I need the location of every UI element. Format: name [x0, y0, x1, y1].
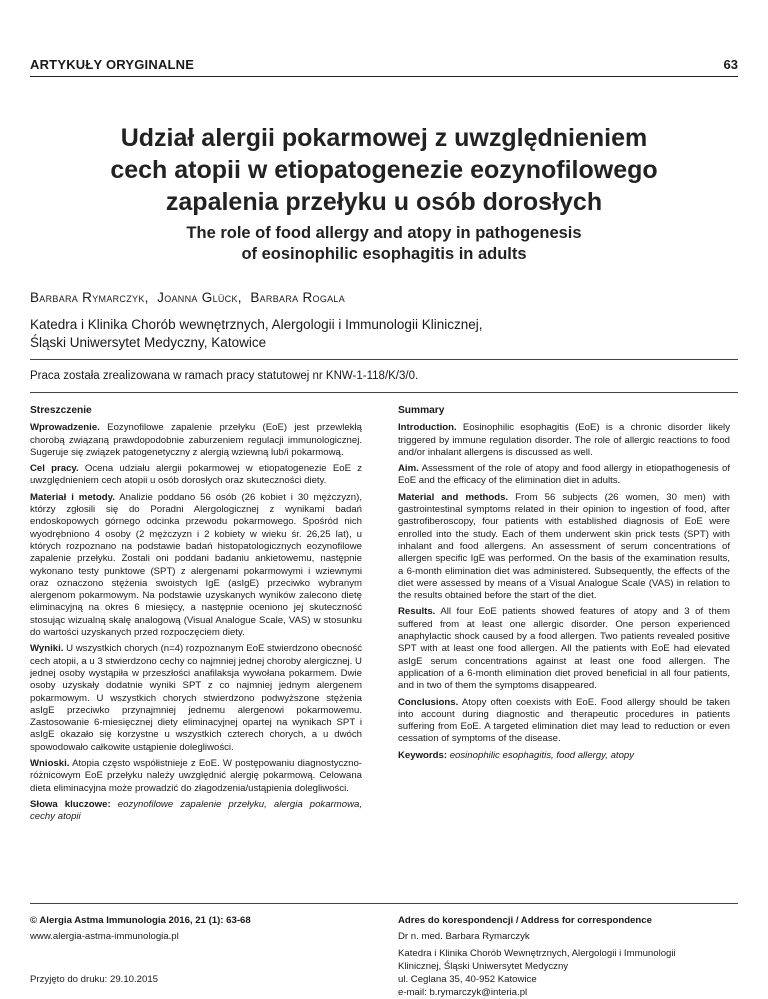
abstract-paragraph-results	[30, 643, 362, 754]
paragraph-text: All four EoE patients showed features of atopy and 3 of them suffered from at least one allergic disorder. One person experienced anaphylactic shock caused by a food allergen. Two patients revealed positive SPT with at least one food allergen. All the patients with EoE had elevated asIgE serum concentrations against at least one food allergen. The application of a 6-month elimination diet proved beneficial in all four patients, and in two of them the symptoms disappeared.	[398, 606, 730, 692]
title-english-line: The role of food allergy and atopy in pathogenesis	[186, 224, 582, 242]
email-line: e-mail: b.rymarczyk@interia.pl	[398, 987, 528, 998]
title-polish	[60, 122, 708, 218]
journal-info	[30, 914, 251, 986]
divider	[30, 903, 738, 904]
journal-url: www.alergia-astma-immunologia.pl	[30, 931, 179, 942]
paragraph-text: Atopy often coexists with EoE. Food allergy should be taken into account during diagnostic and therapeutic procedures in patients suffering from EoE. A targeted elimination diet may lead to reduction or even cessation of symptoms of the disease.	[398, 696, 730, 745]
abstract-heading: Summary	[398, 405, 445, 416]
author-name: Barbara Rogala	[250, 290, 346, 305]
paragraph-label: Materiał i metody.	[30, 491, 115, 503]
paragraph-text: Ocena udziału alergii pokarmowej w etiopatogenezie EoE z uwzględnieniem cech atopii u osób dorosłych oraz skuteczności diety.	[30, 463, 362, 487]
paragraph-label: Material and methods.	[398, 491, 509, 503]
author-name: Barbara Rymarczyk	[30, 290, 145, 305]
author-list	[30, 290, 345, 305]
address-line: Katedra i Klinika Chorób Wewnętrznych, Alergologii i Immunologii	[398, 948, 676, 959]
paragraph-text: Atopia często współistnieje z EoE. W postępowaniu diagnostyczno-różnicowym EoE przełyku należy uwzględnić alergię pokarmową. Celowana dieta eliminacyjna może prowadzić do złagodzenia/ustąpienia dolegliwości.	[30, 758, 362, 794]
paragraph-text: Eozynofilowe zapalenie przełyku (EoE) jest przewlekłą chorobą związaną prawdopodobnie zaburzeniem regulacji immunologicznej. Sugeruje się związek patogenetyczny z alergią wziewną lub/i pokarmową.	[30, 422, 362, 458]
accepted-date: Przyjęto do druku: 29.10.2015	[30, 974, 159, 985]
abstract-keywords	[30, 799, 362, 824]
abstract-english	[398, 405, 730, 766]
title-english-line: of eosinophilic esophagitis in adults	[241, 245, 527, 263]
paragraph-label: Cel pracy.	[30, 463, 79, 475]
correspondence-name: Dr n. med. Barbara Rymarczyk	[398, 931, 530, 942]
correspondence-address	[398, 914, 738, 999]
paragraph-label: Introduction.	[398, 422, 457, 434]
paragraph-label: Wprowadzenie.	[30, 422, 100, 434]
abstract-paragraph-intro	[398, 422, 730, 459]
paragraph-text: Eosinophilic esophagitis (EoE) is a chronic disorder likely triggered by immune regulation disorder. The role of allergic reactions to food and/or inhalant allergens is discussed as well.	[398, 422, 730, 458]
funding-note: Praca została zrealizowana w ramach pracy statutowej nr KNW-1-118/K/3/0.	[30, 370, 419, 382]
abstract-paragraph-methods	[398, 492, 730, 603]
keywords-text: eozynofilowe zapalenie przełyku, alergia pokarmowa, cechy atopii	[30, 798, 362, 823]
affiliation-line: Śląski Uniwersytet Medyczny, Katowice	[30, 335, 267, 350]
abstract-keywords	[398, 750, 730, 762]
paragraph-label: Conclusions.	[398, 696, 459, 708]
author-separator: ,	[144, 290, 149, 305]
keywords-text: eosinophilic esophagitis, food allergy, atopy	[447, 749, 635, 761]
address-line: ul. Ceglana 35, 40-952 Katowice	[398, 974, 537, 985]
affiliation-line: Katedra i Klinika Chorób wewnętrznych, Alergologii i Immunologii Klinicznej,	[30, 317, 483, 332]
author-name: Joanna Glück	[157, 290, 238, 305]
paragraph-text: Assessment of the role of atopy and food allergy in etiopathogenesis of EoE and the efficacy of the elimination diet in adults.	[398, 463, 730, 487]
abstract-paragraph-aim	[30, 463, 362, 488]
abstract-paragraph-conclusions	[398, 697, 730, 746]
abstract-paragraph-conclusions	[30, 758, 362, 795]
title-polish-line: cech atopii w etiopatogenezie eozynofilowego	[110, 156, 658, 184]
paragraph-text: U wszystkich chorych (n=4) rozpoznanym EoE stwierdzono obecność cech atopii, a u 3 stwierdzono cechy co najmniej jednej choroby alergicznej. U jednej osoby wystąpiła w przeszłości anafilaksja wywołana pokarmem. Dwie osoby uzyskały dodatnie wyniki SPT z co najmniej jednym alergenem pokarmowym. U wszystkich chorych stwierdzono podwyższone stężenia asIgE przeciwko przynajmniej jednemu alergenowi pokarmowemu. Zastosowanie 6-miesięcznej diety eliminacyjnej opartej na wynikach SPT i asIgE okazało się korzystne u wszystkich czterech chorych, a u dwóch spowodowało całkowite ustąpienie dolegliwości.	[30, 643, 362, 753]
paragraph-label: Wyniki.	[30, 643, 64, 655]
keywords-label: Słowa kluczowe:	[30, 798, 111, 810]
divider	[30, 392, 738, 393]
abstract-polish	[30, 405, 362, 828]
running-header	[30, 52, 738, 77]
page-number: 63	[723, 57, 738, 72]
keywords-label: Keywords:	[398, 749, 448, 761]
title-polish-line: Udział alergii pokarmowej z uwzględnieniem	[120, 124, 648, 152]
abstract-paragraph-methods	[30, 492, 362, 640]
paragraph-label: Wnioski.	[30, 758, 70, 770]
affiliation	[30, 316, 738, 352]
paragraph-text: Analizie poddano 56 osób (26 kobiet i 30 mężczyzn), którzy zgłosili się do Poradni Alergologicznej z wynikami badań endoskopowych górnego odcinka przewodu pokarmowego. Spośród nich wyodrębniono 4 osoby (2 mężczyzn i 2 kobiety w wieku śr. 26,25 lat), u których rozpoznano na podstawie badań histopatologicznych eozynofilowe zapalenie przełyku. Zostali oni poddani badaniu ankietowemu, następnie wykonano testy punktowe (SPT) z alergenami pokarmowymi i wziewnymi oraz oznaczono stężenia swoistych IgE (asIgE) przeciwko wybranym alergenom pokarmowym. Na podstawie uzyskanych wyników zalecono dietę eliminacyjną na okres 6 miesięcy, a następnie oceniono jej skuteczność stosując wizualną skalę analogową (Visual Analogue Scale, VAS) w stosunku do wartości uzyskanych przed rozpoczęciem diety.	[30, 491, 362, 639]
address-line: Klinicznej, Śląski Uniwersytet Medyczny	[398, 961, 569, 972]
abstract-paragraph-results	[398, 606, 730, 692]
abstract-heading: Streszczenie	[30, 405, 92, 416]
abstract-paragraph-aim	[398, 463, 730, 488]
paragraph-label: Aim.	[398, 463, 419, 475]
copyright-line: © Alergia Astma Immunologia 2016, 21 (1): 63-68	[30, 915, 251, 926]
abstract-paragraph-intro	[30, 422, 362, 459]
title-polish-line: zapalenia przełyku u osób dorosłych	[165, 188, 603, 216]
section-label: ARTYKUŁY ORYGINALNE	[30, 57, 195, 72]
title-english	[60, 223, 708, 265]
divider	[30, 359, 738, 360]
paragraph-label: Results.	[398, 606, 436, 618]
author-separator: ,	[237, 290, 242, 305]
correspondence-heading: Adres do korespondencji / Address for correspondence	[398, 915, 652, 926]
paragraph-text: From 56 subjects (26 women, 30 men) with gastrointestinal symptoms related in their opinion to ingestion of food, after gastrofiberoscopy, four patients with established diagnosis of EoE were enrolled into the study. Each of them underwent skin prick tests (SPT) with inhalant and food allergens. An assessment of serum concentrations of allergen specific IgE was performed. On the basis of the examination results, a 6-month elimination diet was administered. Subsequently, the effects of the diet were assessed by means of a Visual Analogue Scale (VAS) in relation to the results obtained before the start of the diet.	[398, 491, 730, 602]
